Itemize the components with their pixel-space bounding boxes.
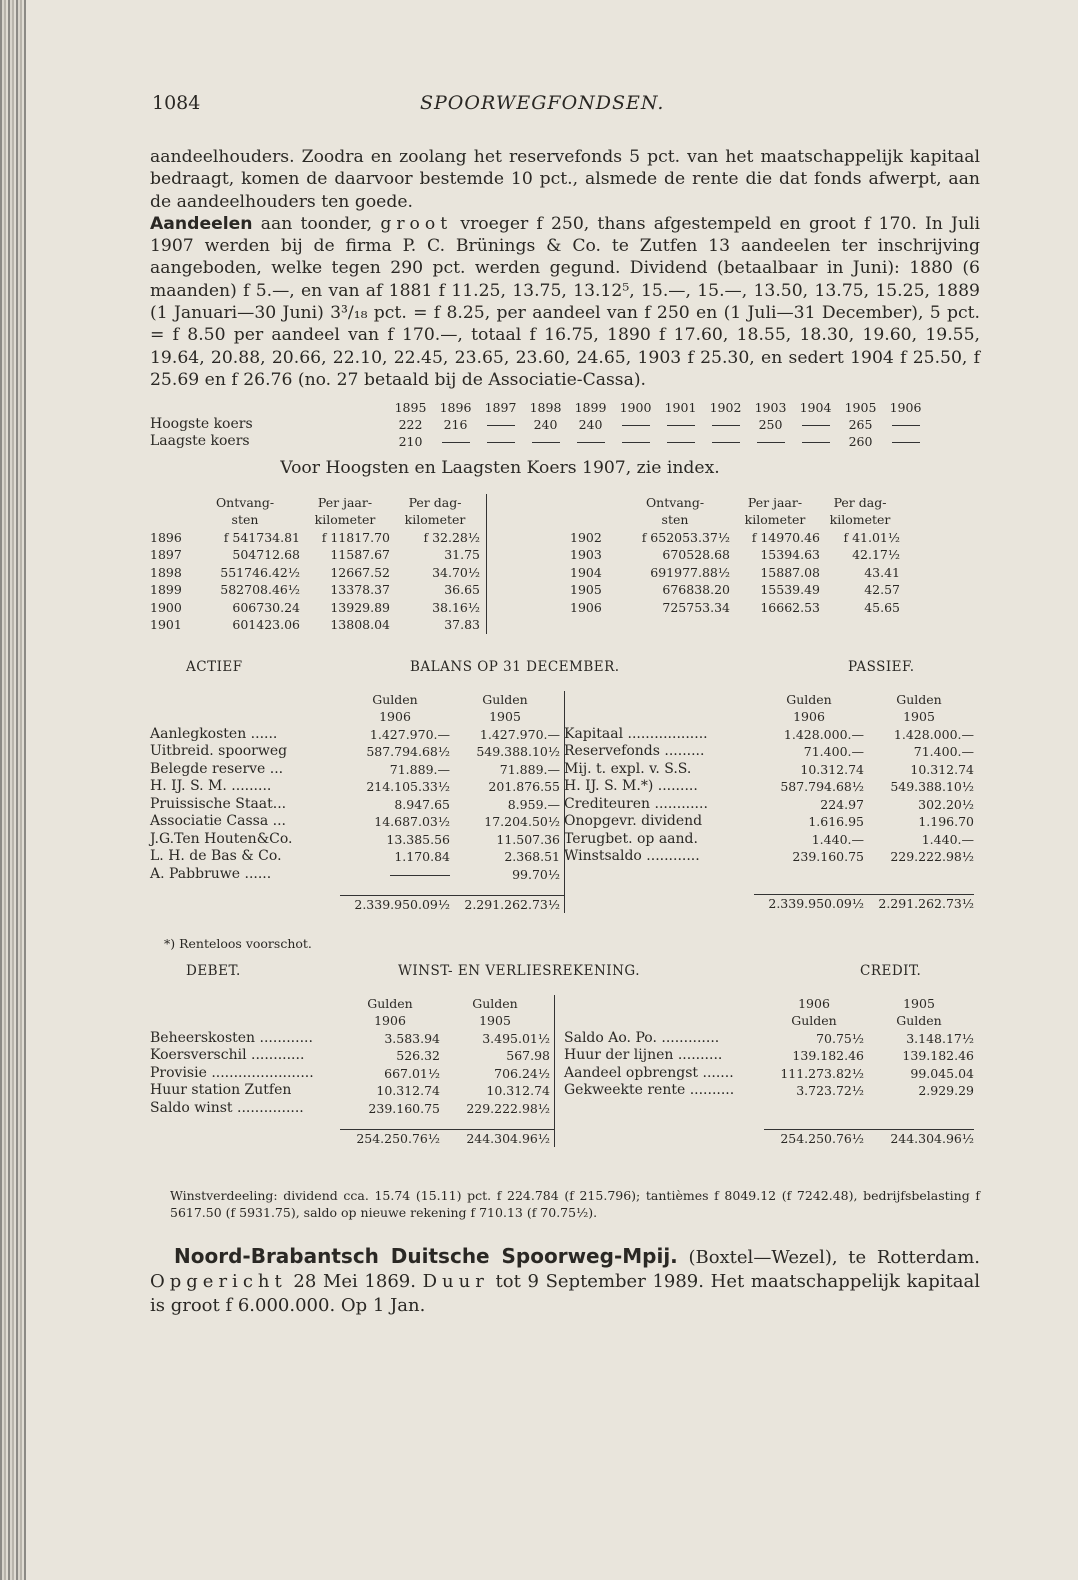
koers-note: Voor Hoogsten en Laagsten Koers 1907, zie index. (280, 458, 720, 479)
account-cell: Crediteuren ............ (564, 795, 708, 812)
account-cell: 10.312.74 (800, 761, 864, 777)
koers-year: 1905 (844, 400, 877, 416)
koers-section (150, 399, 980, 457)
running-title: SPOORWEGFONDSEN. (420, 92, 665, 114)
account-cell: 214.105.33½ (366, 779, 450, 795)
account-cell: 587.794.68½ (780, 779, 864, 795)
koers-year: 1896 (439, 400, 472, 416)
account-cell: 10.312.74 (440, 1082, 555, 1100)
ontvang-row (150, 616, 487, 634)
winst-debet-table (150, 995, 555, 1148)
ontvang-cell: 1901 (150, 617, 182, 633)
account-cell: 706.24½ (440, 1065, 555, 1083)
ontvang-head-row (570, 494, 900, 529)
total-1906: 2.339.950.09½ (340, 895, 450, 913)
ontvang-cell: 42.17½ (852, 547, 900, 563)
dash (757, 442, 785, 443)
account-cell: 239.160.75 (368, 1100, 440, 1116)
account-row (564, 1065, 974, 1083)
account-cell: Huur der lijnen .......... (564, 1047, 723, 1064)
ontvang-cell: 670528.68 (662, 547, 730, 563)
ontvang-cell: 1898 (150, 564, 182, 580)
koers-value (793, 433, 838, 450)
ontvang-cell: 551746.42½ (220, 564, 300, 580)
dash (802, 442, 830, 443)
company-name: Noord-Brabantsch Duitsche Spoorweg-Mpij. (174, 1243, 678, 1268)
koers-value: 265 (848, 417, 873, 433)
account-cell: Saldo Ao. Po. ............. (564, 1029, 720, 1046)
ontvang-cell: 16662.53 (760, 599, 820, 615)
ontvang-cell: 1906 (570, 599, 602, 615)
koers-value: 240 (533, 417, 558, 433)
dash (622, 425, 650, 426)
dash (667, 442, 695, 443)
koers-value (433, 433, 478, 450)
total-1906: 254.250.76½ (764, 1129, 864, 1147)
account-cell: 10.312.74 (910, 761, 974, 777)
page-header (150, 92, 980, 118)
page-number: 1084 (152, 92, 201, 114)
balans-spacer (150, 883, 565, 895)
koers-value (793, 416, 838, 433)
ontvang-row (150, 529, 487, 547)
total-1905: 244.304.96½ (864, 1129, 974, 1147)
koers-value (568, 433, 613, 450)
account-cell: 526.32 (396, 1048, 440, 1064)
account-cell: 99.045.04 (910, 1065, 974, 1081)
ontvang-row (150, 564, 487, 582)
account-row (150, 1047, 555, 1065)
account-cell: 3.148.17½ (906, 1030, 974, 1046)
koers-year: 1898 (529, 400, 562, 416)
ontvang-cell: 42.57 (864, 582, 900, 598)
account-cell: Associatie Cassa ... (150, 813, 286, 830)
ontvang-cell: 15539.49 (760, 582, 820, 598)
koers-label: Laagste koers (150, 433, 250, 450)
account-cell: 1.616.95 (808, 814, 864, 830)
dash (532, 442, 560, 443)
aandeelen-heading: Aandeelen (150, 213, 253, 234)
account-row (150, 1030, 555, 1048)
col-head: Per dag- kilometer (829, 494, 891, 528)
ontvang-row (150, 581, 487, 599)
intro-text-2 (150, 213, 980, 391)
account-cell: Huur station Zutfen (150, 1082, 292, 1099)
ontvang-row (570, 599, 900, 617)
account-cell: 70.75½ (816, 1030, 864, 1046)
koers-value: 216 (443, 417, 468, 433)
koers-value: 210 (398, 434, 423, 450)
account-row (564, 743, 974, 761)
col-head: 1905 Gulden (896, 995, 942, 1029)
account-cell: 111.273.82½ (780, 1065, 864, 1081)
koers-years-row (150, 399, 928, 416)
intro-text-1: aandeelhouders. Zoodra en zoolang het reservefonds 5 pct. van het maatschappelijk kapitaal bedraagt, komen de daarvoor bestemde 10 pct., alsmede de rente die dat fonds afwerpt, aan de aandeelhouders ten goede. (150, 147, 980, 212)
account-cell: 17.204.50½ (450, 813, 565, 831)
account-cell: Gekweekte rente .......... (564, 1082, 735, 1099)
balans-head-row (150, 691, 565, 726)
account-cell: Provisie ....................... (150, 1064, 314, 1081)
koers-value (613, 416, 658, 433)
koers-year: 1901 (664, 400, 697, 416)
winst-debet-title: DEBET. (186, 962, 241, 979)
balans-section (150, 659, 980, 959)
ontvang-cell: 676838.20 (662, 582, 730, 598)
ontvang-cell: 1904 (570, 564, 602, 580)
account-cell: 2.929.29 (918, 1083, 974, 1099)
col-head: Gulden 1906 (372, 691, 418, 725)
ontvang-cell: 1899 (150, 582, 182, 598)
account-cell: J.G.Ten Houten&Co. (150, 830, 293, 847)
ontvang-cell: 37.83 (390, 616, 487, 634)
koers-table (150, 399, 928, 450)
koers-year: 1900 (619, 400, 652, 416)
account-cell: 99.70½ (450, 866, 565, 884)
ontvang-row (570, 529, 900, 547)
account-cell: Pruissische Staat... (150, 795, 287, 812)
koers-value: 240 (578, 417, 603, 433)
dash (892, 442, 920, 443)
next-text-1: (Boxtel—Wezel), te Rotterdam. (688, 1246, 980, 1268)
account-cell: 139.182.46 (792, 1048, 864, 1064)
ontvang-cell: f 652053.37½ (641, 529, 730, 545)
account-cell: 71.400.— (913, 744, 974, 760)
ontvang-cell: 15394.63 (760, 547, 820, 563)
dash (667, 425, 695, 426)
koers-value (478, 416, 523, 433)
account-cell: 1.428.000.— (783, 726, 864, 742)
ontvang-cell: 38.16½ (390, 599, 487, 617)
ontvang-cell: 36.65 (390, 581, 487, 599)
koers-year: 1899 (574, 400, 607, 416)
koers-value (748, 433, 793, 450)
balans-actief-title: ACTIEF (186, 658, 243, 675)
dash (802, 425, 830, 426)
account-cell: 1.427.970.— (450, 726, 565, 744)
col-head: Gulden 1905 (450, 691, 565, 726)
ontvang-cell: 1902 (570, 529, 602, 545)
col-head: Gulden 1905 (896, 691, 942, 725)
koers-value (883, 433, 928, 450)
account-cell: 1.440.— (921, 831, 974, 847)
ontvang-cell: 13378.37 (330, 582, 390, 598)
account-cell: 229.222.98½ (890, 849, 974, 865)
ontvang-cell: 13808.04 (330, 617, 390, 633)
account-cell: Beheerskosten ............ (150, 1029, 313, 1046)
account-cell: 71.889.— (450, 761, 565, 779)
ontvang-cell: 12667.52 (330, 564, 390, 580)
account-cell: H. IJ. S. M.*) ......... (564, 778, 698, 795)
winst-spacer (564, 1100, 974, 1130)
ontvang-cell: f 541734.81 (223, 529, 300, 545)
next-opgericht: Opgericht (150, 1270, 287, 1292)
ontvang-cell: 13929.89 (330, 599, 390, 615)
account-cell (340, 866, 450, 884)
balans-spacer (564, 866, 974, 895)
account-row (564, 1082, 974, 1100)
winst-title: WINST- EN VERLIESREKENING. (398, 962, 641, 979)
koers-year: 1895 (394, 400, 427, 416)
balans-total-row (150, 895, 565, 913)
account-row (150, 726, 565, 744)
account-cell: 201.876.55 (450, 778, 565, 796)
intro-groot: groot (380, 213, 453, 234)
next-text-3: tot 9 September 1989. Het maatschappelijk kapitaal is groot f 6.000.000. Op 1 Jan. (150, 1270, 980, 1316)
koers-value: 222 (398, 417, 423, 433)
account-cell: 11.507.36 (450, 831, 565, 849)
col-head: Per dag- kilometer (390, 494, 487, 529)
account-cell: 667.01½ (384, 1065, 440, 1081)
ontvang-row (570, 581, 900, 599)
account-cell: 549.388.10½ (450, 743, 565, 761)
account-cell: 549.388.10½ (890, 779, 974, 795)
balans-passief-title: PASSIEF. (848, 658, 915, 675)
ontvang-cell: 43.41 (864, 564, 900, 580)
ontvang-cell: 504712.68 (232, 547, 300, 563)
col-head: Ontvang- sten (215, 494, 275, 528)
dash (712, 425, 740, 426)
ontvang-cell: 1905 (570, 582, 602, 598)
winst-section (150, 963, 980, 1173)
total-1905: 244.304.96½ (440, 1129, 555, 1147)
koers-year: 1903 (754, 400, 787, 416)
koers-year: 1906 (889, 400, 922, 416)
account-row (564, 726, 974, 744)
account-cell: 139.182.46 (902, 1048, 974, 1064)
dash (892, 425, 920, 426)
col-head: Per jaar- kilometer (744, 494, 806, 528)
koers-value (658, 416, 703, 433)
ontvang-table-left (150, 494, 487, 634)
account-row (150, 1100, 555, 1118)
book-binding-edge (0, 0, 26, 1580)
winst-head-row (150, 995, 555, 1030)
account-row (564, 778, 974, 796)
ontvang-cell: 691977.88½ (650, 564, 730, 580)
koers-value (658, 433, 703, 450)
account-row (150, 866, 565, 884)
next-text-2: 28 Mei 1869. (293, 1270, 416, 1292)
account-cell: 1.428.000.— (893, 726, 974, 742)
dash (390, 875, 450, 876)
dash (487, 425, 515, 426)
col-head: Gulden 1906 (367, 995, 413, 1029)
ontvang-cell: 725753.34 (662, 599, 730, 615)
account-cell: 13.385.56 (386, 831, 450, 847)
account-cell: 3.495.01½ (440, 1030, 555, 1048)
koers-value (703, 416, 748, 433)
ontvang-cell: 1897 (150, 547, 182, 563)
total-1906: 254.250.76½ (340, 1129, 440, 1147)
winst-total-row (150, 1129, 555, 1147)
ontvang-cell: 582708.46½ (220, 582, 300, 598)
intro-paragraph (150, 146, 980, 391)
koers-year: 1902 (709, 400, 742, 416)
account-cell: 1.427.970.— (369, 726, 450, 742)
account-row (150, 831, 565, 849)
account-cell: 3.723.72½ (796, 1083, 864, 1099)
ontvang-cell: 601423.06 (232, 617, 300, 633)
account-cell: Aanlegkosten ...... (150, 725, 278, 742)
balans-footnote: *) Renteloos voorschot. (164, 935, 312, 951)
koers-value (703, 433, 748, 450)
account-cell: 567.98 (440, 1047, 555, 1065)
ontvang-section (150, 494, 980, 649)
account-cell: Reservefonds ......... (564, 743, 705, 760)
account-cell: 224.97 (820, 796, 864, 812)
account-row (150, 1082, 555, 1100)
next-duur: Duur (422, 1270, 489, 1292)
account-cell: Terugbet. op aand. (564, 830, 698, 847)
dash (577, 442, 605, 443)
ontvang-cell: 31.75 (390, 546, 487, 564)
account-row (564, 1047, 974, 1065)
koers-value: 260 (848, 434, 873, 450)
col-head: Ontvang- sten (645, 494, 705, 528)
account-row (564, 831, 974, 849)
koers-value: 250 (758, 417, 783, 433)
account-row (564, 813, 974, 831)
winst-spacer (150, 1117, 555, 1129)
account-cell: 14.687.03½ (374, 814, 450, 830)
koers-value (883, 416, 928, 433)
account-row (150, 796, 565, 814)
col-head: Gulden 1906 (786, 691, 832, 725)
koers-year: 1904 (799, 400, 832, 416)
koers-row-hoogste (150, 416, 928, 433)
dash (712, 442, 740, 443)
col-head: Per jaar- kilometer (314, 494, 376, 528)
koers-year: 1897 (484, 400, 517, 416)
account-cell: 1.440.— (811, 831, 864, 847)
winstverdeeling-note: Winstverdeeling: dividend cca. 15.74 (15.11) pct. f 224.784 (f 215.796); tantièmes f 8049.12 (f 7242.48), bedrijfsbelasting f 5617.50 (f 5931.75), saldo op nieuwe rekening f 710.13 (f 70.75½). (170, 1187, 980, 1221)
ontvang-cell: 606730.24 (232, 599, 300, 615)
dash (487, 442, 515, 443)
account-cell: 229.222.98½ (440, 1100, 555, 1118)
next-entry (150, 1244, 980, 1318)
account-cell: 3.583.94 (384, 1030, 440, 1046)
account-cell: 10.312.74 (376, 1083, 440, 1099)
ontvang-cell: f 41.01½ (843, 529, 900, 545)
account-cell: Uitbreid. spoorweg (150, 743, 288, 760)
account-cell: 239.160.75 (792, 849, 864, 865)
ontvang-row (570, 564, 900, 582)
account-cell: 587.794.68½ (366, 744, 450, 760)
account-row (150, 848, 565, 866)
account-row (150, 778, 565, 796)
account-row (564, 796, 974, 814)
winst-total-row (564, 1129, 974, 1147)
account-cell: 1.196.70 (918, 814, 974, 830)
ontvang-cell: 1903 (570, 547, 602, 563)
col-head: Gulden 1905 (440, 995, 555, 1030)
account-cell: Mij. t. expl. v. S.S. (564, 760, 692, 777)
dash (622, 442, 650, 443)
balans-actief-table (150, 691, 565, 914)
account-cell: A. Pabbruwe ...... (150, 865, 272, 882)
balans-title: BALANS OP 31 DECEMBER. (410, 658, 620, 675)
koers-value (523, 433, 568, 450)
intro-text-2a: aan toonder, (260, 213, 373, 234)
intro-text-2b: vroeger f 250, thans afgestempeld en groot f 170. In Juli 1907 werden bij de firma P. C. Brünings & Co. te Zutfen 13 aandeelen ter inschrijving aangeboden, welke tegen 290 pct. werden gegund. Dividend (betaalbaar in Juni): 1880 (6 maanden) f 5.—, en van af 1881 f 11.25, 13.75, 13.12⁵, 15.—, 15.—, 13.50, 13.75, 15.25, 1889 (1 Januari—30 Juni) 3³/₁₈ pct. = f 8.25, per aandeel van f 250 en (1 Juli—31 December), 5 pct. = f 8.50 per aandeel van f 170.—, totaal f 16.75, 1890 f 17.60, 18.55, 18.30, 19.60, 19.55, 19.64, 20.88, 20.66, 22.10, 22.45, 23.65, 23.60, 24.65, 1903 f 25.30, en sedert 1904 f 25.50, f 25.69 en f 26.76 (no. 27 betaald bij de Associatie-Cassa). (150, 213, 981, 390)
balans-passief-table (564, 691, 974, 913)
account-cell: H. IJ. S. M. ......... (150, 778, 272, 795)
ontvang-row (150, 546, 487, 564)
account-cell: 71.400.— (803, 744, 864, 760)
ontvang-cell: f 32.28½ (390, 529, 487, 547)
ontvang-table-right (570, 494, 900, 617)
ontvang-row (570, 546, 900, 564)
account-cell: Saldo winst ............... (150, 1099, 304, 1116)
account-cell: 1.170.84 (394, 849, 450, 865)
ontvang-cell: f 11817.70 (321, 529, 390, 545)
ontvang-cell: 1896 (150, 529, 182, 545)
koers-row-laagste (150, 433, 928, 450)
ontvang-cell: 11587.67 (330, 547, 390, 563)
ontvang-cell: 15887.08 (760, 564, 820, 580)
winst-head-row (564, 995, 974, 1030)
ontvang-row (150, 599, 487, 617)
balans-total-row (564, 895, 974, 913)
koers-value (613, 433, 658, 450)
account-cell: 8.947.65 (394, 796, 450, 812)
account-cell: 2.368.51 (450, 848, 565, 866)
account-cell: 8.959.— (450, 796, 565, 814)
account-cell: Kapitaal .................. (564, 725, 708, 742)
account-cell: Winstsaldo ............ (564, 848, 700, 865)
total-1905: 2.291.262.73½ (864, 895, 974, 913)
account-row (150, 1065, 555, 1083)
account-cell: Koersverschil ............ (150, 1047, 305, 1064)
ontvang-head-row (150, 494, 487, 529)
account-row (564, 1030, 974, 1048)
account-cell: Belegde reserve ... (150, 760, 284, 777)
total-1906: 2.339.950.09½ (754, 895, 864, 913)
koers-label: Hoogste koers (150, 416, 253, 433)
balans-head-row (564, 691, 974, 726)
account-cell: Onopgevr. dividend (564, 813, 703, 830)
account-cell: 302.20½ (918, 796, 974, 812)
ontvang-cell: 45.65 (864, 599, 900, 615)
dash (442, 442, 470, 443)
winst-credit-title: CREDIT. (860, 962, 922, 979)
ontvang-cell: 1900 (150, 599, 182, 615)
account-row (150, 761, 565, 779)
page (150, 92, 980, 1318)
account-row (564, 761, 974, 779)
account-row (564, 848, 974, 866)
ontvang-cell: f 14970.46 (751, 529, 820, 545)
account-row (150, 813, 565, 831)
col-head: 1906 Gulden (791, 995, 837, 1029)
account-cell: L. H. de Bas & Co. (150, 848, 282, 865)
account-cell: 71.889.— (389, 761, 450, 777)
winst-credit-table (564, 995, 974, 1148)
ontvang-cell: 34.70½ (390, 564, 487, 582)
total-1905: 2.291.262.73½ (450, 895, 565, 913)
account-row (150, 743, 565, 761)
account-cell: Aandeel opbrengst ....... (564, 1064, 734, 1081)
koers-value (478, 433, 523, 450)
